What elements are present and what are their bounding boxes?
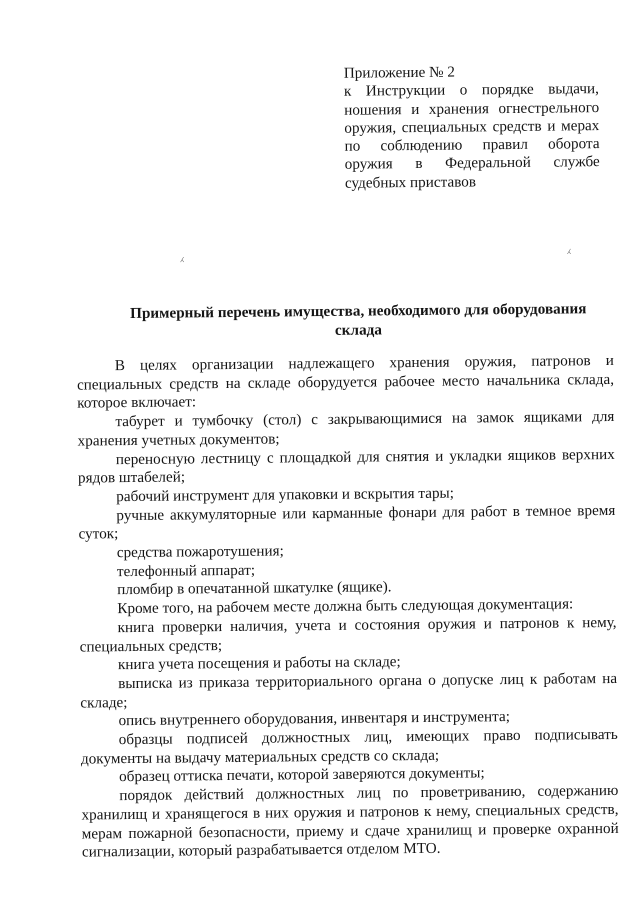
appendix-line: ношения и хранения огнестрельного: [344, 98, 600, 119]
appendix-line: к Инструкции о порядке выдачи,: [343, 80, 600, 101]
list-item: ручные аккумуляторные или карманные фонари для работ в темное время суток;: [78, 501, 616, 543]
list-item: рабочий инструмент для упаковки и вскрытия тары;: [116, 484, 455, 506]
list-item: средства пожаротушения;: [116, 542, 284, 562]
list-item: табурет и тумбочку (стол) с закрывающимися на замок ящиками для хранения учетных документов;: [77, 408, 615, 450]
list-item: образец оттиска печати, которой заверяются документы;: [119, 764, 485, 786]
document-heading: Примерный перечень имущества, необходимого для оборудования склада: [129, 300, 587, 339]
scan-mark-right: ⁁: [567, 242, 571, 255]
paragraph: Кроме того, на рабочем месте должна быть следующая документация:: [117, 595, 574, 618]
document-body: [77, 352, 619, 863]
scan-mark-left: ⁁: [180, 250, 184, 263]
list-item: книга проверки наличия, учета и состояния оружия и патронов к нему, специальных средств;: [79, 613, 617, 656]
appendix-line: оружия в Федеральной службе: [344, 153, 600, 174]
appendix-title: Приложение № 2: [343, 63, 456, 82]
appendix-line: оружия, специальных средств и мерах: [344, 116, 600, 137]
appendix-header: [344, 62, 600, 193]
list-item: порядок действий должностных лиц по проветриванию, содержанию хранилищ и хранящегося в них оружия и патронов к нему, специальных средств, мерам пожарной безопасности, приему и сдаче хранилищ и проверке охранной сигнализации, который разрабатывается отделом МТО.: [81, 782, 619, 861]
appendix-line: судебных приставов: [344, 173, 477, 192]
list-item: пломбир в опечатанной шкатулке (ящике).: [117, 578, 392, 599]
list-item: опись внутреннего оборудования, инвентаря и инструмента;: [118, 708, 510, 730]
appendix-line: по соблюдению правил оборота: [344, 135, 600, 155]
list-item: телефонный аппарат;: [116, 561, 256, 580]
paragraph: В целях организации надлежащего хранения оружия, патронов и специальных средств на складе оборудуется рабочее место начальника склада, которое включает:: [76, 351, 615, 412]
list-item: книга учета посещения и работы на складе;: [117, 653, 401, 674]
list-item: переносную лестницу с площадкой для снятия и укладки ящиков верхних рядов штабелей;: [77, 445, 615, 487]
list-item: образцы подписей должностных лиц, имеющих право подписывать документы на выдачу материальных средств со склада;: [80, 725, 618, 768]
list-item: выписка из приказа территориального органа о допуске лиц к работам на складе;: [80, 669, 618, 712]
